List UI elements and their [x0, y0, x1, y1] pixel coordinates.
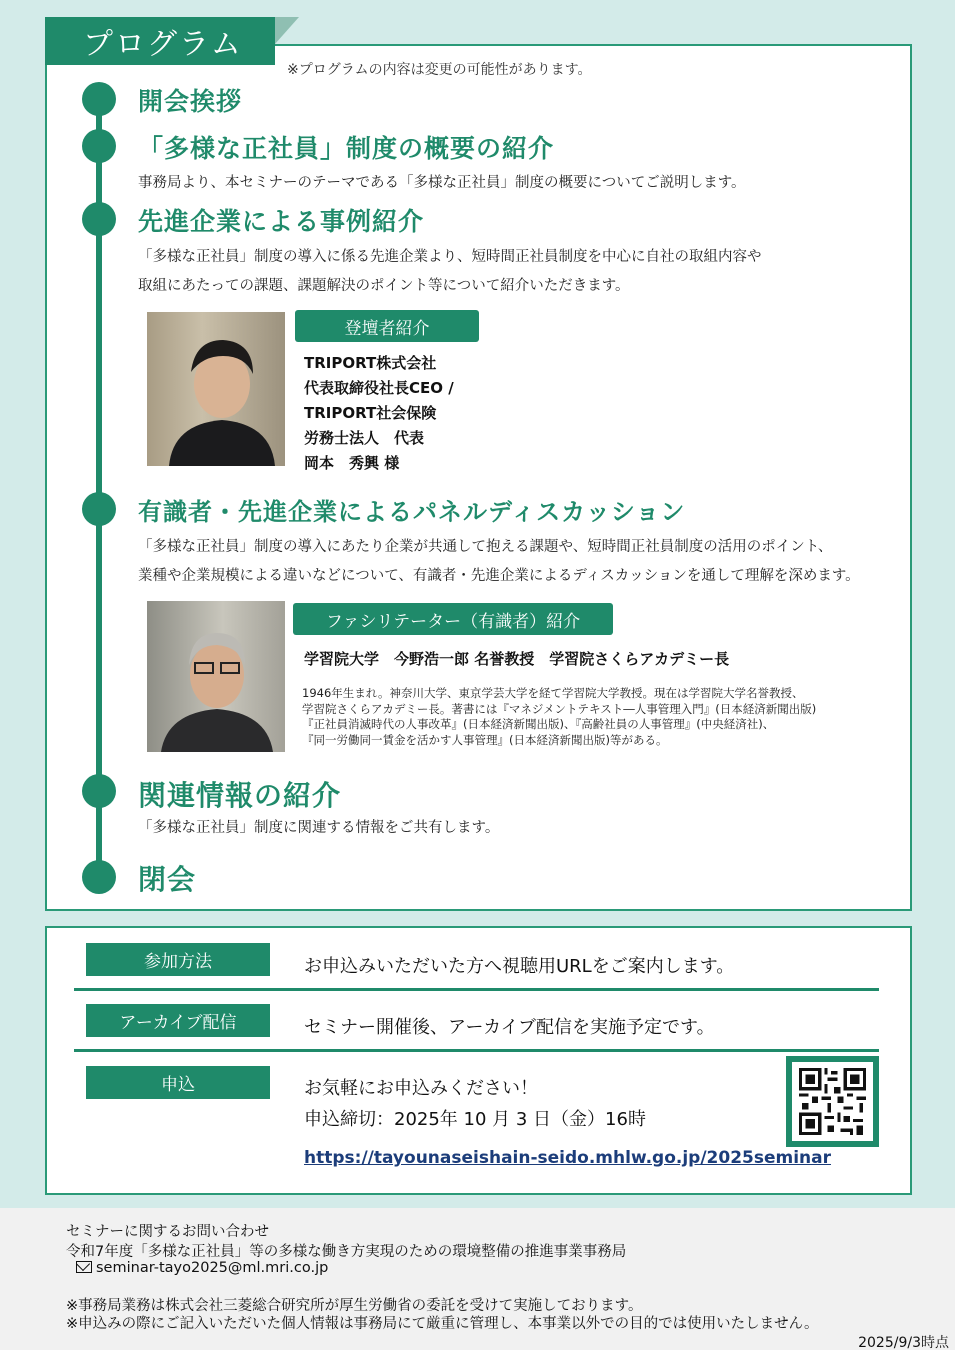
speaker-line: 代表取締役社長CEO / [304, 379, 454, 397]
info-text-deadline: 申込締切：2025年 10 月 3 日（金）16時 [304, 1109, 646, 1130]
info-label-archive: アーカイブ配信 [86, 1004, 270, 1037]
footer-note: ※事務局業務は株式会社三菱総合研究所が厚生労働省の委託を受けて実施しております。 [66, 1298, 643, 1314]
divider [74, 1049, 879, 1052]
speaker-line: 労務士法人 代表 [304, 429, 425, 447]
item-title-closing: 閉会 [138, 863, 197, 896]
item-desc: 業種や企業規模による違いなどについて、有識者・先進企業によるディスカッションを通して理解を深めます。 [138, 568, 860, 584]
bio-line: 学習院さくらアカデミー長。著書には『マネジメントテキスト―人事管理入門』(日本経済新聞出版) [302, 701, 817, 716]
footer-email[interactable] [76, 1260, 328, 1276]
tab-fold-decoration [275, 17, 299, 44]
speaker-line: 岡本 秀興 様 [304, 454, 400, 472]
facilitator-label: ファシリテーター（有識者）紹介 [293, 603, 613, 635]
info-text-participation: お申込みいただいた方へ視聴用URLをご案内します。 [304, 956, 735, 977]
timeline-dot [82, 82, 116, 116]
program-tab: プログラム [45, 17, 275, 65]
item-title-related-info: 関連情報の紹介 [138, 779, 342, 812]
divider [74, 988, 879, 991]
bio-line: 『正社員消滅時代の人事改革』(日本経済新聞出版)、『高齢社員の人事管理』(中央経済社)、 [302, 717, 775, 731]
speaker-info [304, 351, 454, 476]
speaker-photo [147, 312, 285, 466]
item-title-opening: 開会挨拶 [138, 87, 243, 116]
item-desc: 「多様な正社員」制度の導入に係る先進企業より、短時間正社員制度を中心に自社の取組内容や [138, 249, 762, 265]
timeline-dot [82, 492, 116, 526]
info-label-participation: 参加方法 [86, 943, 270, 976]
facilitator-photo [147, 601, 285, 752]
item-desc: 「多様な正社員」制度の導入にあたり企業が共通して抱える課題や、短時間正社員制度の活用のポイント、 [138, 539, 833, 555]
speaker-line: TRIPORT株式会社 [304, 354, 437, 372]
speaker-photo-illustration [147, 312, 285, 466]
registration-link[interactable]: https://tayounaseishain-seido.mhlw.go.jp/2025seminar [304, 1148, 831, 1168]
item-title-overview: 「多様な正社員」制度の概要の紹介 [138, 134, 555, 163]
email-address[interactable]: seminar-tayo2025@ml.mri.co.jp [96, 1260, 329, 1276]
bio-line: 1946年生まれ。神奈川大学、東京学芸大学を経て学習院大学教授。現在は学習院大学名誉教授、 [302, 686, 804, 700]
facilitator-name: 学習院大学 今野浩一郎 名誉教授 学習院さくらアカデミー長 [304, 650, 730, 668]
qr-code[interactable] [786, 1056, 879, 1147]
info-label-apply: 申込 [86, 1066, 270, 1099]
speaker-label: 登壇者紹介 [295, 310, 479, 342]
footer-note: ※申込みの際にご記入いただいた個人情報は事務局にて厳重に管理し、本事業以外での目的では使用いたしません。 [66, 1316, 819, 1332]
item-desc: 取組にあたっての課題、課題解決のポイント等について紹介いただきます。 [138, 278, 630, 294]
item-desc: 「多様な正社員」制度に関連する情報をご共有します。 [138, 820, 500, 836]
timeline-dot [82, 129, 116, 163]
qr-code-icon [798, 1068, 867, 1135]
facilitator-bio [302, 686, 862, 748]
program-note: ※プログラムの内容は変更の可能性があります。 [287, 62, 592, 78]
item-desc: 事務局より、本セミナーのテーマである「多様な正社員」制度の概要についてご説明します。 [138, 175, 746, 191]
info-text-apply: お気軽にお申込みください！ [304, 1078, 538, 1099]
footer-contact-heading: セミナーに関するお問い合わせ [66, 1224, 269, 1240]
info-text-archive: セミナー開催後、アーカイブ配信を実施予定です。 [304, 1017, 715, 1038]
footer-office-name: 令和7年度「多様な正社員」等の多様な働き方実現のための環境整備の推進事業事務局 [66, 1244, 627, 1260]
mail-icon [76, 1261, 92, 1273]
bio-line: 『同一労働同一賃金を活かす人事管理』(日本経済新聞出版)等がある。 [302, 732, 668, 747]
speaker-line: TRIPORT社会保険 [304, 404, 437, 422]
timeline-dot [82, 202, 116, 236]
date-stamp: 2025/9/3時点 [858, 1335, 949, 1350]
timeline-dot [82, 860, 116, 894]
facilitator-photo-illustration [147, 601, 285, 752]
item-title-case-study: 先進企業による事例紹介 [138, 207, 425, 236]
item-title-panel: 有識者・先進企業によるパネルディスカッション [138, 498, 686, 526]
timeline-dot [82, 774, 116, 808]
